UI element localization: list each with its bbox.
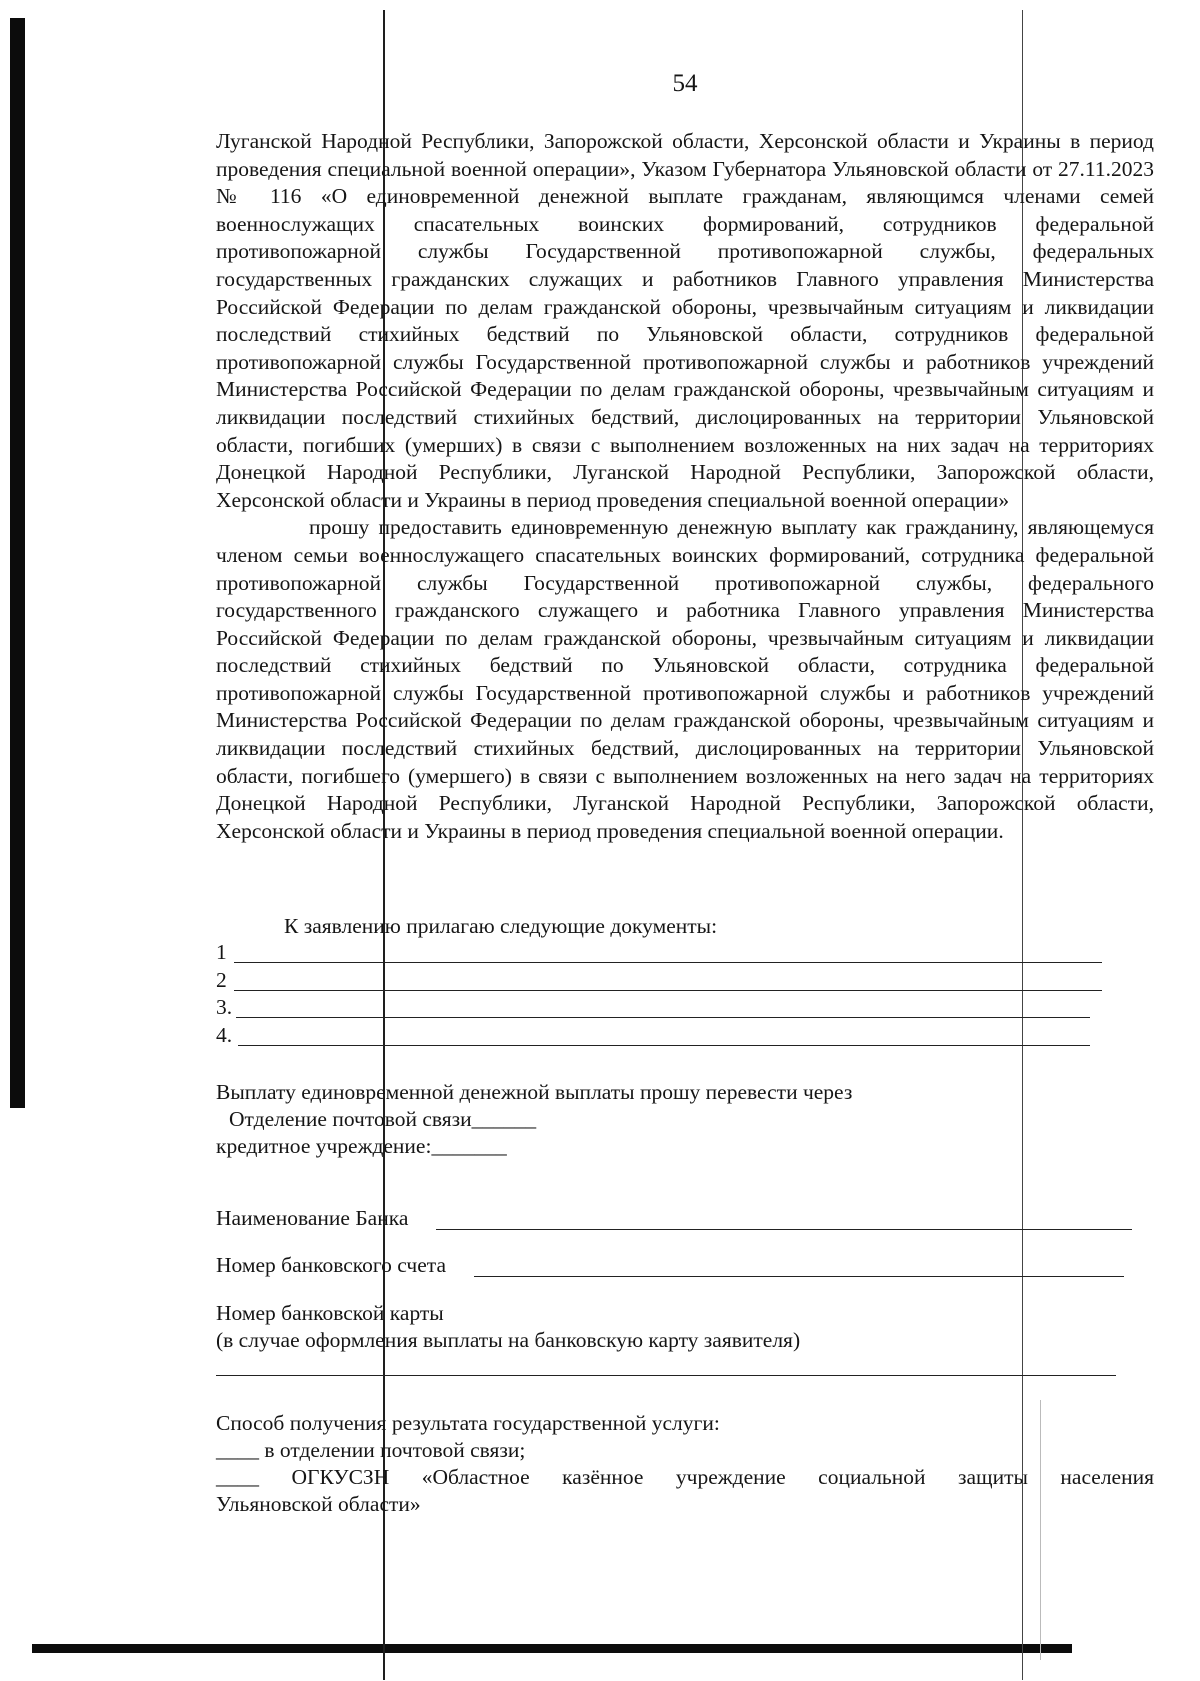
result-title: Способ получения результата государственной услуги: bbox=[216, 1411, 720, 1435]
bank-card-note: (в случае оформления выплаты на банковскую карту заявителя) bbox=[216, 1328, 801, 1352]
attachments-title: К заявлению прилагаю следующие документы: bbox=[284, 914, 718, 938]
paragraph-legal-basis: Луганской Народной Республики, Запорожской области, Херсонской области и Украины в период проведения специальной военной операции», Указом Губернатора Ульяновской области от 27.11.2023 № 116 «О единовременной денежной выплате гражданам, являющимся членами семей военнослужащих спасательных воинских формирований, сотрудников федеральной противопожарной службы Государственной противопожарной службы, федеральных государственных гражданских служащих и работников Главного управления Министерства Российской Федерации по делам гражданской обороны, чрезвычайным ситуациям и ликвидации последствий стихийных бедствий по Ульяновской области, сотрудников федеральной противопожарной службы Государственной противопожарной службы и работников учреждений Министерства Российской Федерации по делам гражданской обороны, чрезвычайным ситуациям и ликвидации последствий стихийных бедствий, дислоцированных на территории Ульяновской области, погибших (умерших) в связи с выполнением возложенных на них задач на территориях Донецкой Народной Республики, Луганской Народной Республики, Запорожской области, Херсонской области и Украины в период проведения специальной военной операции» bbox=[216, 129, 1154, 512]
bank-name-label: Наименование Банка bbox=[216, 1206, 409, 1230]
paragraph-request: прошу предоставить единовременную денежную выплату как гражданину, являющемуся членом семьи военнослужащего спасательных воинских формирований, сотрудника федеральной противопожарной службы Государственной противопожарной службы, федерального государственного гражданского служащего и работника Главного управления Министерства Российской Федерации по делам гражданской обороны, чрезвычайным ситуациям и ликвидации последствий стихийных бедствий по Ульяновской области, сотрудника федеральной противопожарной службы Государственной противопожарной службы и работников учреждений Министерства Российской Федерации по делам гражданской обороны, чрезвычайным ситуациям и ликвидации последствий стихийных бедствий, дислоцированных на территории Ульяновской области, погибшего (умершего) в связи с выполнением возложенных на него задач на территориях Донецкой Народной Республики, Луганской Народной Республики, Запорожской области, Херсонской области и Украины в период проведения специальной военной операции. bbox=[216, 515, 1154, 843]
attachment-number: 2 bbox=[216, 967, 227, 992]
attachment-blank-line[interactable] bbox=[234, 962, 1102, 963]
result-option-ogkuszn-cont: Ульяновской области» bbox=[216, 1492, 421, 1516]
payment-option-credit: кредитное учреждение:_______ bbox=[216, 1134, 507, 1158]
attachment-blank-line[interactable] bbox=[238, 1045, 1090, 1046]
bank-account-blank[interactable] bbox=[474, 1276, 1124, 1277]
attachment-number: 4. bbox=[216, 1022, 233, 1047]
scan-fold-line bbox=[1040, 1400, 1041, 1660]
payment-title: Выплату единовременной денежной выплаты прошу перевести через bbox=[216, 1080, 853, 1104]
payment-option-post: Отделение почтовой связи______ bbox=[229, 1107, 537, 1131]
scan-edge-bottom bbox=[32, 1644, 1072, 1653]
scan-edge-left bbox=[10, 18, 25, 1108]
page-number: 54 bbox=[672, 70, 698, 97]
attachment-blank-line[interactable] bbox=[234, 990, 1102, 991]
attachment-number: 3. bbox=[216, 995, 233, 1019]
bank-account-label: Номер банковского счета bbox=[216, 1253, 446, 1277]
bank-name-blank[interactable] bbox=[436, 1229, 1132, 1230]
attachment-number: 1 bbox=[216, 940, 227, 964]
result-option-ogkuszn: ____ ОГКУСЗН «Областное казённое учреждение социальной защиты населения bbox=[216, 1465, 1154, 1489]
result-option-post: ____ в отделении почтовой связи; bbox=[216, 1438, 526, 1462]
bank-card-blank[interactable] bbox=[216, 1375, 1116, 1376]
attachment-blank-line[interactable] bbox=[236, 1017, 1090, 1018]
document-body bbox=[216, 128, 1154, 845]
bank-card-label: Номер банковской карты bbox=[216, 1301, 444, 1325]
